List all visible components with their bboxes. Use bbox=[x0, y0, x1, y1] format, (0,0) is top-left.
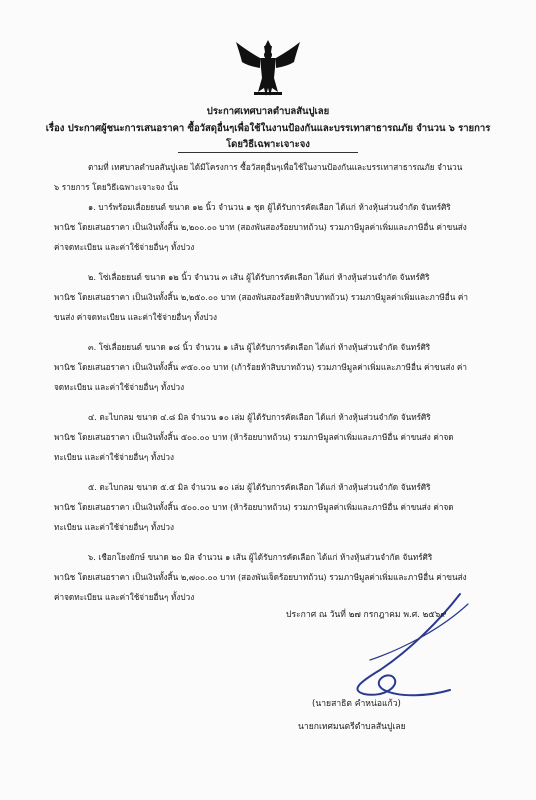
header-title: ประกาศเทศบาลตำบลสันปูเลย bbox=[206, 106, 330, 117]
item-paragraph bbox=[54, 267, 474, 327]
item-line: ค่าจดทะเบียน และค่าใช้จ่ายอื่นๆ ทั้งปวง bbox=[54, 592, 195, 602]
intro-line: ๖ รายการ โดยวิธีเฉพาะเจาะจง นั้น bbox=[54, 182, 179, 192]
item-line: ๒. โซ่เลื่อยยนต์ ขนาด ๑๒ นิ้ว จำนวน ๓ เส้น ผู้ได้รับการคัดเลือก ได้แก่ ห้างหุ้นส่วนจำกัด จันทร์ศิริ bbox=[88, 272, 430, 282]
item-line: ขนส่ง ค่าจดทะเบียน และค่าใช้จ่ายอื่นๆ ทั้งปวง bbox=[54, 312, 217, 322]
item-paragraph bbox=[54, 337, 474, 397]
item-line: ๖. เชือกโยงยักษ์ ขนาด ๒๐ มิล จำนวน ๑ เส้น ผู้ได้รับการคัดเลือก ได้แก่ ห้างหุ้นส่วนจำกัด จันทร์ศิริ bbox=[88, 552, 433, 562]
item-line: จดทะเบียน และค่าใช้จ่ายอื่นๆ ทั้งปวง bbox=[54, 382, 185, 392]
item-line: ๕. ตะไบกลม ขนาด ๕.๕ มิล จำนวน ๑๐ เล่ม ผู้ได้รับการคัดเลือก ได้แก่ ห้างหุ้นส่วนจำกัด จันทร์ศิริ bbox=[88, 482, 431, 492]
announcement-date: ประกาศ ณ วันที่ ๒๗ กรกฎาคม พ.ศ. ๒๕๖๙ bbox=[286, 610, 447, 620]
intro-paragraph bbox=[54, 157, 474, 607]
subject-line: เรื่อง ประกาศผู้ชนะการเสนอราคา ซื้อวัสดุอื่นๆเพื่อใช้ในงานป้องกันและบรรเทาสาธารณภัย จำนวน ๖ รายการ bbox=[45, 123, 491, 134]
item-line: ๓. โซ่เลื่อยยนต์ ขนาด ๑๘ นิ้ว จำนวน ๑ เส้น ผู้ได้รับการคัดเลือก ได้แก่ ห้างหุ้นส่วนจำกัด จันทร์ศิริ bbox=[88, 342, 431, 352]
item-line: ทะเบียน และค่าใช้จ่ายอื่นๆ ทั้งปวง bbox=[54, 522, 175, 532]
garuda-emblem bbox=[234, 38, 302, 100]
item-line: ทะเบียน และค่าใช้จ่ายอื่นๆ ทั้งปวง bbox=[54, 452, 175, 462]
signer-title: นายกเทศมนตรีตำบลสันปูเลย bbox=[298, 722, 406, 732]
header-divider bbox=[178, 152, 358, 153]
method-line: โดยวิธีเฉพาะเจาะจง bbox=[226, 139, 310, 150]
item-line: ๑. บาร์พร้อมเลื่อยยนต์ ขนาด ๑๒ นิ้ว จำนวน ๑ ชุด ผู้ได้รับการคัดเลือก ได้แก่ ห้างหุ้นส่วนจำกัด จันทร์ศิริ bbox=[88, 202, 451, 212]
item-line: ค่าจดทะเบียน และค่าใช้จ่ายอื่นๆ ทั้งปวง bbox=[54, 242, 195, 252]
intro-line: ตามที่ เทศบาลตำบลสันปูเลย ได้มีโครงการ ซื้อวัสดุอื่นๆเพื่อใช้ในงานป้องกันและบรรเทาสาธารณภัย จำนวน bbox=[88, 162, 463, 172]
item-line: พานิช โดยเสนอราคา เป็นเงินทั้งสิ้น ๒,๒๐๐.๐๐ บาท (สองพันสองร้อยบาทถ้วน) รวมภาษีมูลค่าเพิ่มและภาษีอื่น ค่าขนส่ง bbox=[54, 222, 467, 232]
item-paragraph bbox=[54, 197, 474, 257]
item-paragraph bbox=[54, 477, 474, 537]
item-line: พานิช โดยเสนอราคา เป็นเงินทั้งสิ้น ๕๐๐.๐๐ บาท (ห้าร้อยบาทถ้วน) รวมภาษีมูลค่าเพิ่มและภาษีอื่น ค่าขนส่ง ค่าจด bbox=[54, 432, 454, 442]
item-line: ๔. ตะไบกลม ขนาด ๔.๘ มิล จำนวน ๑๐ เล่ม ผู้ได้รับการคัดเลือก ได้แก่ ห้างหุ้นส่วนจำกัด จันทร์ศิริ bbox=[88, 412, 431, 422]
item-line: พานิช โดยเสนอราคา เป็นเงินทั้งสิ้น ๕๐๐.๐๐ บาท (ห้าร้อยบาทถ้วน) รวมภาษีมูลค่าเพิ่มและภาษีอื่น ค่าขนส่ง ค่าจด bbox=[54, 502, 454, 512]
item-line: พานิช โดยเสนอราคา เป็นเงินทั้งสิ้น ๒,๒๕๐.๐๐ บาท (สองพันสองร้อยห้าสิบบาทถ้วน) รวมภาษีมูลค่าเพิ่มและภาษีอื่น ค่า bbox=[54, 292, 469, 302]
item-paragraph bbox=[54, 407, 474, 467]
signer-name: (นายสาธิต คำหน่อแก้ว) bbox=[312, 699, 401, 709]
item-line: พานิช โดยเสนอราคา เป็นเงินทั้งสิ้น ๒,๗๐๐.๐๐ บาท (สองพันเจ็ดร้อยบาทถ้วน) รวมภาษีมูลค่าเพิ่มและภาษีอื่น ค่าขนส่ง bbox=[54, 572, 467, 582]
item-line: พานิช โดยเสนอราคา เป็นเงินทั้งสิ้น ๙๕๐.๐๐ บาท (เก้าร้อยห้าสิบบาทถ้วน) รวมภาษีมูลค่าเพิ่มและภาษีอื่น ค่าขนส่ง ค่า bbox=[54, 362, 468, 372]
